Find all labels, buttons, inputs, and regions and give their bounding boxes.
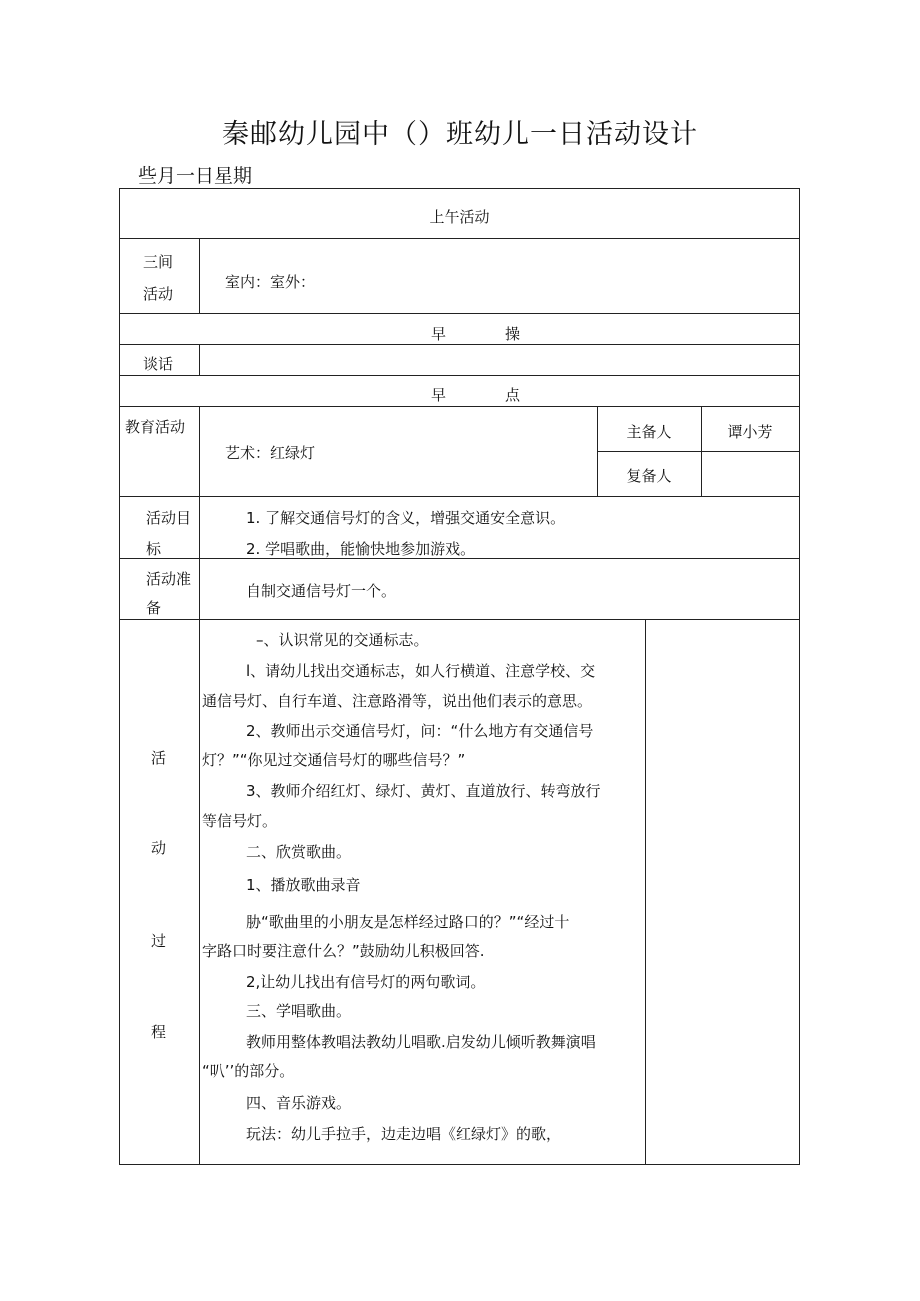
date-line: 些月一日星期 bbox=[138, 165, 253, 187]
process-line: 灯？”“你见过交通信号灯的哪些信号？” bbox=[202, 751, 466, 769]
zaocao-char-2: 操 bbox=[505, 325, 521, 343]
process-line: 三、学唱歌曲。 bbox=[246, 1002, 352, 1020]
process-line: 玩法：幼儿手拉手，边走边唱《红绿灯》的歌， bbox=[246, 1125, 562, 1143]
sanjian-value: 室内：室外： bbox=[225, 273, 316, 291]
process-line: 四、音乐游戏。 bbox=[246, 1094, 352, 1112]
sub-prep-label: 复备人 bbox=[626, 467, 672, 485]
process-line: “叭’’的部分。 bbox=[202, 1062, 295, 1080]
process-line: 2,让幼儿找出有信号灯的两句歌词。 bbox=[246, 973, 486, 991]
goals-label-1: 活动目 bbox=[146, 509, 192, 527]
process-label-char-4: 程 bbox=[151, 1023, 167, 1041]
prep-label-2: 备 bbox=[146, 599, 162, 617]
main-prep-value: 谭小芳 bbox=[727, 423, 773, 441]
process-label-char-3: 过 bbox=[151, 932, 167, 950]
zaocao-char-1: 早 bbox=[431, 325, 447, 343]
prep-label-1: 活动准 bbox=[146, 570, 192, 588]
process-line: 等信号灯。 bbox=[202, 812, 278, 830]
goal-item-2: 2. 学唱歌曲，能愉快地参加游戏。 bbox=[246, 540, 476, 558]
process-line: 1、播放歌曲录音 bbox=[246, 876, 361, 894]
process-line: 教师用整体教唱法教幼儿唱歌.启发幼儿倾听教舞演唱 bbox=[246, 1033, 596, 1051]
sanjian-label-1: 三间 bbox=[143, 253, 174, 271]
morning-activities-header: 上午活动 bbox=[429, 208, 490, 226]
process-line: 通信号灯、自行车道、注意路滑等，说出他们表示的意思。 bbox=[202, 692, 593, 710]
process-line: 胁“歌曲里的小朋友是怎样经过路口的？”“经过十 bbox=[246, 913, 570, 931]
goals-label-2: 标 bbox=[146, 540, 162, 558]
sanjian-label-2: 活动 bbox=[143, 285, 174, 303]
education-label: 教育活动 bbox=[125, 418, 186, 436]
page-title: 秦邮幼儿园中（）班幼儿一日活动设计 bbox=[222, 119, 698, 150]
zaodian-char-1: 早 bbox=[431, 386, 447, 404]
goal-item-1: 1. 了解交通信号灯的含义，增强交通安全意识。 bbox=[246, 509, 566, 527]
process-line: 3、教师介绍红灯、绿灯、黄灯、直道放行、转弯放行 bbox=[246, 782, 601, 800]
process-line: 二、欣赏歌曲。 bbox=[246, 843, 352, 861]
process-label-char-1: 活 bbox=[151, 749, 167, 767]
zaodian-char-2: 点 bbox=[505, 386, 521, 404]
education-value: 艺术：红绿灯 bbox=[225, 444, 316, 462]
process-line: 字路口时要注意什么？”鼓励幼儿积极回答. bbox=[202, 942, 485, 960]
prep-value: 自制交通信号灯一个。 bbox=[246, 582, 397, 600]
process-label-char-2: 动 bbox=[151, 839, 167, 857]
tanhua-label: 谈话 bbox=[143, 355, 174, 373]
process-line: –、认识常见的交通标志。 bbox=[256, 631, 429, 649]
main-prep-label: 主备人 bbox=[626, 423, 672, 441]
process-line: 2、教师出示交通信号灯，问：“什么地方有交通信号 bbox=[246, 722, 594, 740]
process-line: l、请幼儿找出交通标志，如人行横道、注意学校、交 bbox=[246, 662, 596, 680]
